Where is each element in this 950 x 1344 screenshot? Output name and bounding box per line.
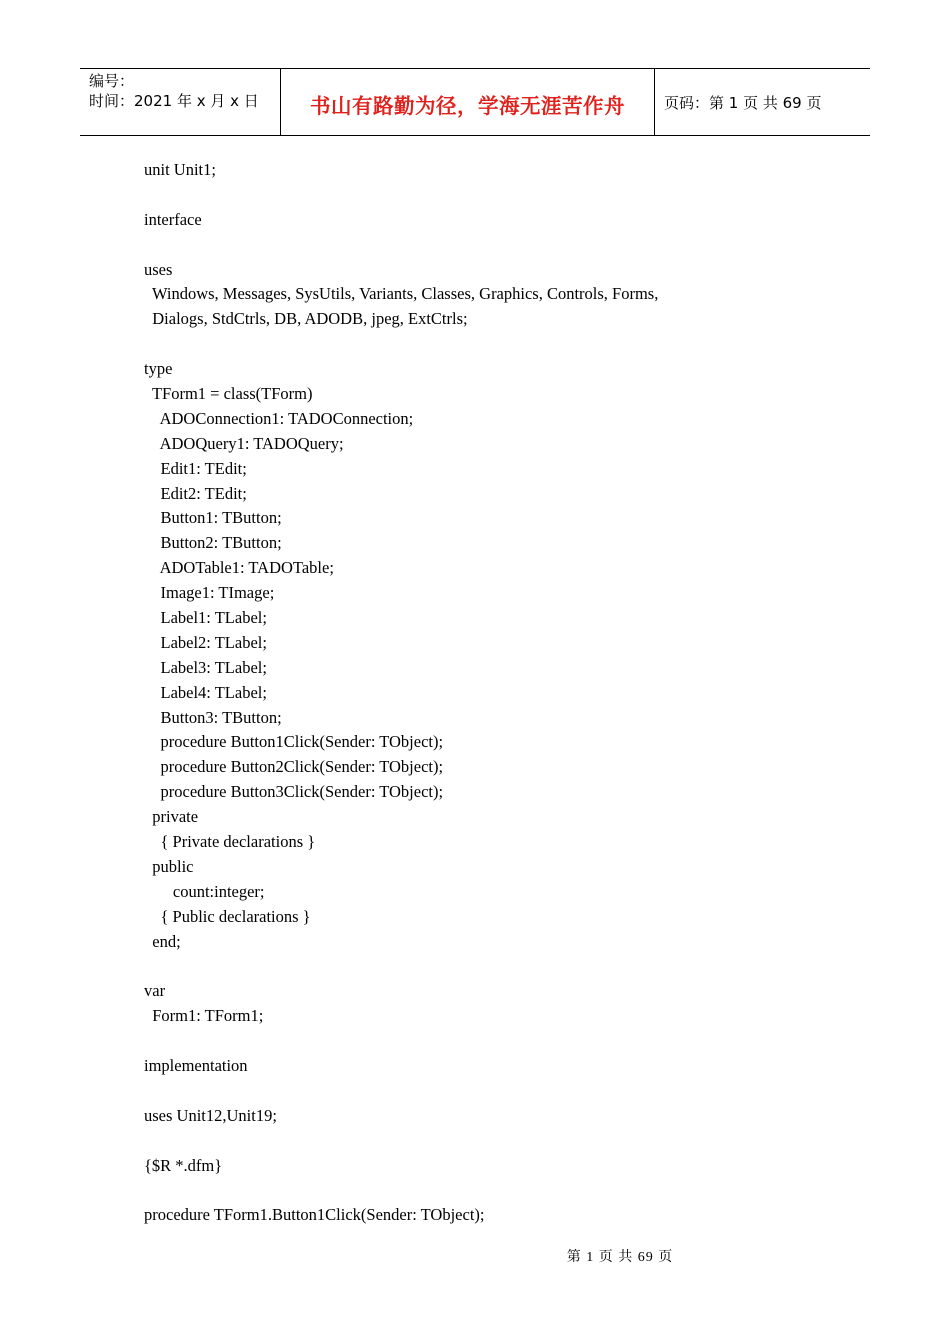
document-date-label: 时间：2021 年 x 月 x 日 (89, 92, 259, 110)
code-line: ADOConnection1: TADOConnection; (144, 408, 414, 428)
code-line: type (144, 359, 173, 379)
code-line: interface (144, 209, 202, 229)
code-line: unit Unit1; (144, 160, 216, 179)
code-line: procedure TForm1.Button1Click(Sender: TObject); (144, 1205, 485, 1225)
code-line (144, 1029, 864, 1054)
code-line: Dialogs, StdCtrls, DB, ADODB, jpeg, ExtCtrls; (144, 309, 468, 329)
code-line: Button2: TButton; (144, 533, 282, 553)
document-number-label: 编号： (89, 72, 135, 90)
code-line: Button1: TButton; (144, 508, 282, 528)
code-line: Label4: TLabel; (144, 682, 267, 702)
code-line: Label1: TLabel; (144, 608, 267, 628)
code-line: public (144, 856, 194, 876)
code-line (144, 183, 864, 208)
code-line: TForm1 = class(TForm) (144, 384, 313, 404)
code-line: ADOTable1: TADOTable; (144, 558, 334, 578)
code-line: Form1: TForm1; (144, 1006, 264, 1026)
header-meta-cell (80, 69, 281, 135)
code-line (144, 332, 864, 357)
code-line: procedure Button3Click(Sender: TObject); (144, 782, 444, 802)
code-line: ADOQuery1: TADOQuery; (144, 433, 344, 453)
header-page-cell (655, 69, 870, 135)
code-line: end; (144, 931, 181, 951)
code-line: var (144, 981, 166, 1001)
code-line: procedure Button1Click(Sender: TObject); (144, 732, 444, 752)
code-line (144, 955, 864, 980)
page-header (80, 68, 870, 136)
code-line: Button3: TButton; (144, 707, 282, 727)
code-line: {$R *.dfm} (144, 1155, 223, 1175)
code-line (144, 1179, 864, 1204)
code-line: { Private declarations } (144, 832, 316, 852)
source-code-block (144, 158, 864, 1228)
code-line: Label3: TLabel; (144, 657, 267, 677)
code-line: Windows, Messages, SysUtils, Variants, Classes, Graphics, Controls, Forms, (144, 284, 659, 304)
footer-page-number: 第 1 页 共 69 页 (566, 1250, 674, 1265)
code-line: Image1: TImage; (144, 583, 275, 603)
code-line: implementation (144, 1056, 248, 1076)
code-line (144, 233, 864, 258)
code-line: private (144, 807, 199, 827)
code-line: Label2: TLabel; (144, 632, 267, 652)
code-line: uses Unit12,Unit19; (144, 1105, 277, 1125)
code-line: { Public declarations } (144, 906, 311, 926)
code-line: procedure Button2Click(Sender: TObject); (144, 757, 444, 777)
code-line: Edit2: TEdit; (144, 483, 247, 503)
code-line: uses (144, 259, 173, 279)
header-motto: 书山有路勤为径，学海无涯苦作舟 (310, 94, 625, 118)
page-footer (0, 1246, 950, 1266)
header-page-number: 页码：第 1 页 共 69 页 (664, 94, 822, 112)
code-line: Edit1: TEdit; (144, 458, 247, 478)
header-motto-cell (281, 69, 655, 135)
code-line (144, 1079, 864, 1104)
code-line (144, 1129, 864, 1154)
code-line: count:integer; (144, 881, 265, 901)
